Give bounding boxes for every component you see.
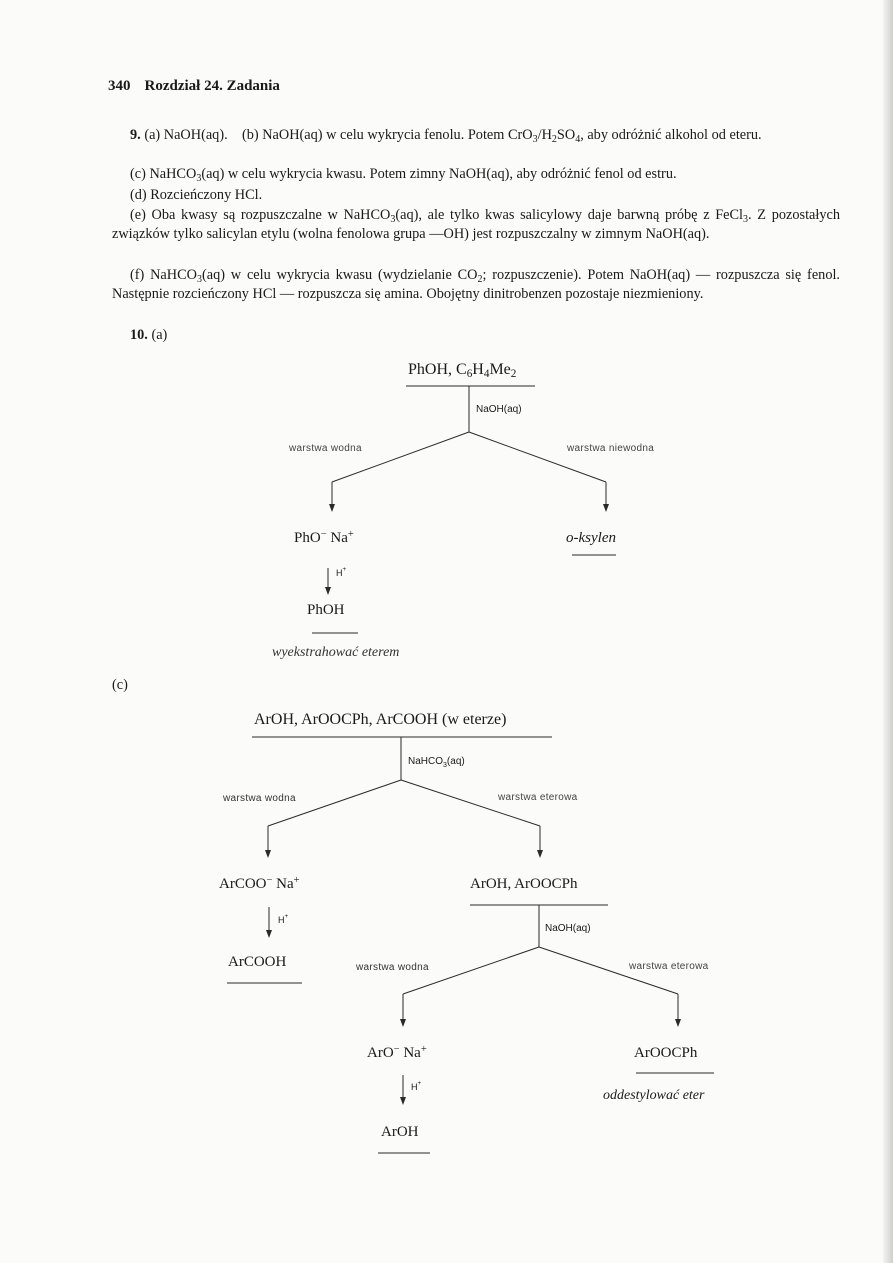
scheme-c-left-product-2: ArO− Na+ — [367, 1044, 427, 1061]
scheme-c-left-layer-2: warstwa wodna — [356, 962, 429, 973]
problem-9-c: (c) NaHCO$_3$(aq) w celu wykrycia kwasu. Potem zimny NaOH(aq), aby odróżnić fenol od estru. — [130, 166, 677, 184]
scheme-c-start: ArOH, ArOOCPh, ArCOOH (w eterze) — [254, 711, 507, 728]
scheme-c-acid-1: H+ — [278, 913, 289, 925]
problem-9-e: (e) Oba kwasy są rozpuszczalne w NaHCO$_3$(aq), ale tylko kwas salicylowy daje barwną próbę z FeCl$_3$. Z pozostałych związków tylko salicylan etylu (wolna fenolowa grupa —OH) jest rozpuszczalny w zimnym NaOH(aq). — [112, 207, 841, 242]
scheme-c-acid-2: H+ — [411, 1080, 422, 1092]
scheme-c-left-product-1: ArCOO− Na+ — [219, 875, 300, 892]
scheme-c-left-layer-1: warstwa wodna — [223, 793, 296, 804]
scheme-a-left-product: PhO− Na+ — [294, 529, 354, 546]
problem-9-ab: 9. (a) NaOH(aq). (b) NaOH(aq) w celu wykrycia fenolu. Potem $CrO_3/H_2SO_4$, aby odróżnić alkohol od eteru. — [130, 127, 762, 145]
scheme-a-final-product: PhOH — [307, 602, 345, 618]
scheme-c-middle-product: ArOH, ArOOCPh — [470, 876, 578, 892]
scheme-c-right-layer-2: warstwa eterowa — [629, 961, 709, 972]
problem-10-c-label: (c) — [112, 677, 128, 693]
problem-9-f: (f) NaHCO$_3$(aq) w celu wykrycia kwasu (wydzielanie $CO_2$; rozpuszczenie). Potem NaOH(aq) — rozpuszcza się fenol. Następnie rozcieńczony HCl — rozpuszcza się amina. Obojętny dinitrobenzen pozostaje niezmieniony. — [112, 267, 841, 302]
scheme-c-reagent-1: NaHCO$_3$(aq) — [408, 756, 465, 769]
scheme-c-right-note: oddestylować eter — [603, 1088, 705, 1103]
chapter-title: Rozdział 24. Zadania — [144, 78, 280, 94]
scheme-c-acid-product-1: ArCOOH — [228, 954, 287, 970]
scheme-a-left-layer: warstwa wodna — [289, 443, 362, 454]
page-number: 340 — [108, 78, 131, 94]
scheme-a-right-product: o-ksylen — [566, 530, 616, 546]
scheme-c-right-layer-1: warstwa eterowa — [498, 792, 578, 803]
problem-9-d: (d) Rozcieńczony HCl. — [130, 187, 263, 203]
scheme-c-right-product-2: ArOOCPh — [634, 1045, 698, 1061]
scheme-a-acid: H+ — [336, 566, 347, 578]
scheme-a-right-layer: warstwa niewodna — [567, 443, 655, 454]
scheme-c-acid-product-2: ArOH — [381, 1124, 419, 1140]
scheme-c-reagent-2: NaOH(aq) — [545, 923, 591, 934]
scheme-a-start: PhOH, $C_6H_4Me_2$ — [408, 361, 517, 380]
problem-10-heading: 10. (a) — [130, 327, 168, 343]
scheme-a-final-note: wyekstrahować eterem — [272, 645, 400, 660]
scheme-a-reagent: NaOH(aq) — [476, 404, 522, 415]
